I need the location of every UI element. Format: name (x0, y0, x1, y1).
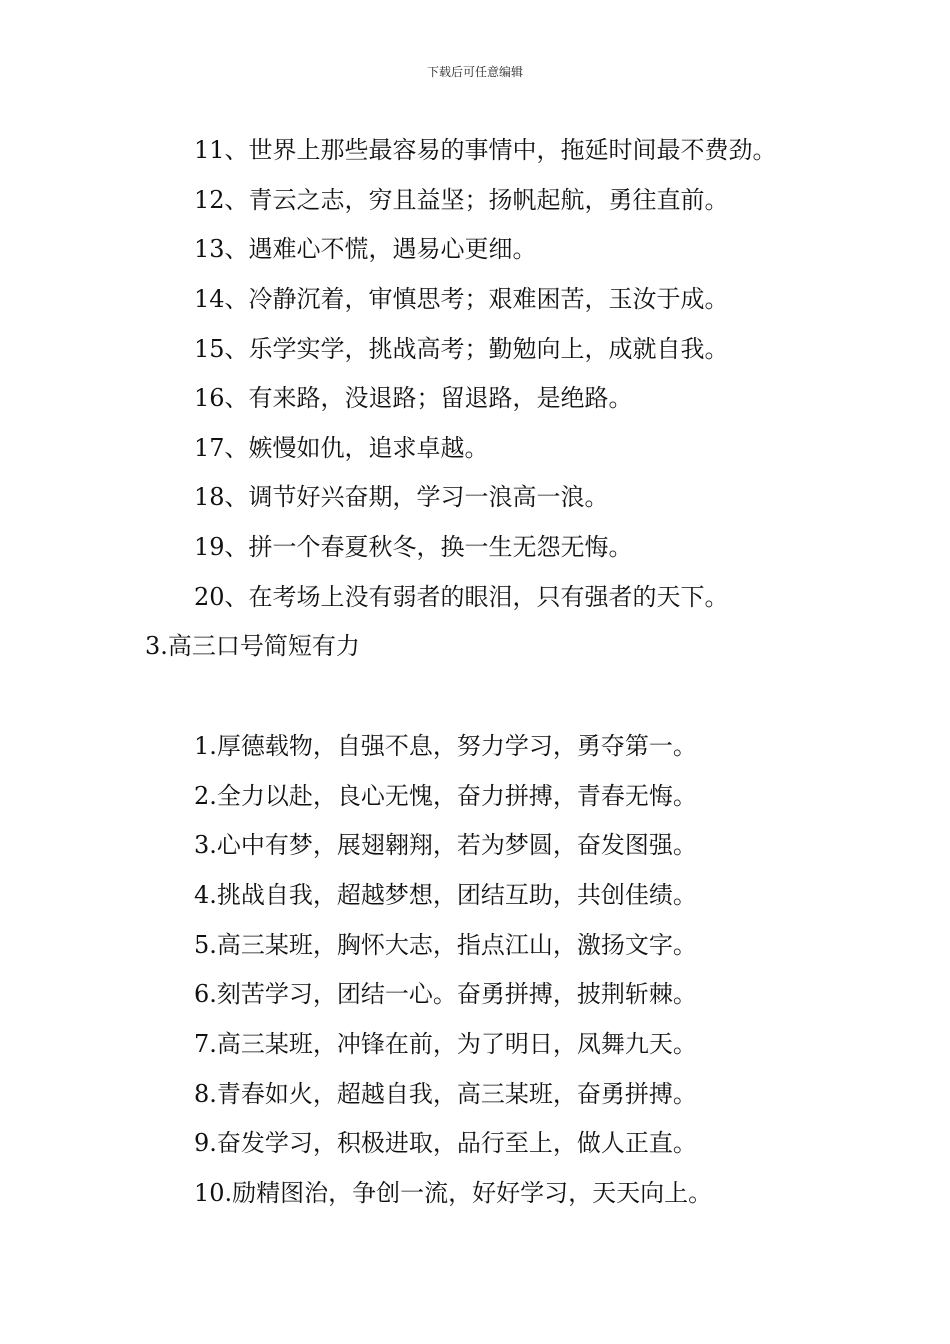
list-item: 8.青春如火，超越自我，高三某班，奋勇拼搏。 (194, 1080, 697, 1108)
page-header: 下载后可任意编辑 (426, 65, 523, 79)
list-item: 11、世界上那些最容易的事情中，拖延时间最不费劲。 (194, 136, 777, 164)
list-item: 18、调节好兴奋期，学习一浪高一浪。 (194, 483, 609, 511)
list-item: 12、青云之志，穷且益坚；扬帆起航，勇往直前。 (194, 186, 729, 214)
list-item: 9.奋发学习，积极进取，品行至上，做人正直。 (194, 1129, 697, 1157)
list-item: 2.全力以赴，良心无愧，奋力拼搏，青春无悔。 (194, 782, 697, 810)
list-item: 13、遇难心不慌，遇易心更细。 (194, 235, 537, 263)
list-item: 15、乐学实学，挑战高考；勤勉向上，成就自我。 (194, 335, 729, 363)
list-item: 20、在考场上没有弱者的眼泪，只有强者的天下。 (194, 583, 729, 611)
list-item: 5.高三某班，胸怀大志，指点江山，激扬文字。 (194, 931, 697, 959)
list-item: 17、嫉慢如仇，追求卓越。 (194, 434, 489, 462)
list-item: 19、拼一个春夏秋冬，换一生无怨无悔。 (194, 533, 633, 561)
list-item: 10.励精图治，争创一流，好好学习，天天向上。 (194, 1179, 713, 1207)
list-item: 7.高三某班，冲锋在前，为了明日，凤舞九天。 (194, 1030, 697, 1058)
list-item: 4.挑战自我，超越梦想，团结互助，共创佳绩。 (194, 881, 697, 909)
list-item: 14、冷静沉着，审慎思考；艰难困苦，玉汝于成。 (194, 285, 729, 313)
list-item: 16、有来路，没退路；留退路，是绝路。 (194, 384, 633, 412)
section-heading: 3.高三口号简短有力 (145, 632, 360, 660)
list-item: 3.心中有梦，展翅翱翔，若为梦圆，奋发图强。 (194, 831, 697, 859)
list-item: 1.厚德载物，自强不息，努力学习，勇夺第一。 (194, 732, 697, 760)
list-item: 6.刻苦学习，团结一心。奋勇拼搏，披荆斩棘。 (194, 980, 697, 1008)
